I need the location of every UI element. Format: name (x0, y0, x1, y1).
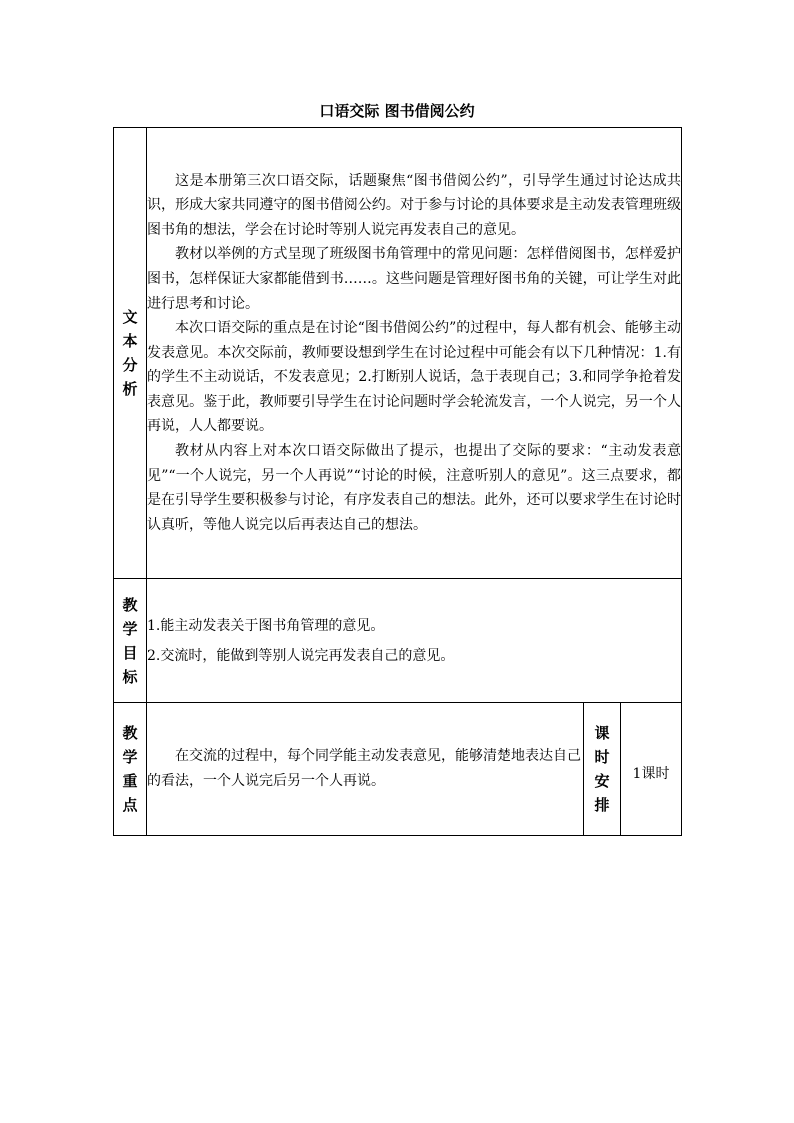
label-char: 学 (122, 748, 138, 766)
label-char: 课 (594, 724, 610, 742)
label-char: 标 (122, 667, 138, 686)
goal-item: 1.能主动发表关于图书角管理的意见。 (147, 617, 385, 634)
teaching-focus-label (114, 703, 147, 836)
label-char: 重 (122, 772, 138, 790)
label-char: 目 (122, 643, 138, 662)
schedule-label (584, 703, 621, 836)
label-char: 析 (122, 380, 138, 398)
text-analysis-row (114, 128, 682, 579)
analysis-paragraph: 这是本册第三次口语交际，话题聚焦“图书借阅公约”，引导学生通过讨论达成共识，形成大家共同遵守的图书借阅公约。对于参与讨论的具体要求是主动发表管理班级图书角的想法，学会在讨论时等别人说完再发表自己的意见。 (147, 172, 682, 238)
teaching-goals-label (114, 579, 147, 703)
label-char: 点 (122, 796, 138, 814)
text-analysis-content (147, 128, 682, 579)
label-char: 本 (122, 332, 138, 350)
teaching-focus-content (147, 703, 584, 836)
analysis-paragraph: 教材从内容上对本次口语交际做出了提示，也提出了交际的要求：“主动发表意见”“一个人说完，另一个人再说”“讨论的时候，注意听别人的意见”。这三点要求，都是在引导学生要积极参与讨论，有序发表自己的想法。此外，还可以要求学生在讨论时认真听，等他人说完以后再表达自己的想法。 (147, 443, 682, 533)
label-char: 学 (122, 619, 138, 638)
label-char: 教 (122, 595, 138, 614)
schedule-value: 1课时 (621, 703, 682, 836)
focus-paragraph: 在交流的过程中，每个同学能主动发表意见，能够清楚地表达自己的看法，一个人说完后另一个人再说。 (147, 748, 581, 789)
label-char: 安 (594, 772, 610, 790)
analysis-paragraph: 教材以举例的方式呈现了班级图书角管理中的常见问题：怎样借阅图书，怎样爱护图书，怎样保证大家都能借到书……。这些问题是管理好图书角的关键，可让学生对此进行思考和讨论。 (147, 246, 682, 312)
teaching-goals-row (114, 579, 682, 703)
teaching-goals-content (147, 579, 682, 703)
page-title: 口语交际 图书借阅公约 (319, 102, 475, 120)
label-char: 教 (122, 724, 138, 742)
text-analysis-label (114, 128, 147, 579)
label-char: 分 (122, 356, 138, 374)
goal-item: 2.交流时，能做到等别人说完再发表自己的意见。 (147, 647, 455, 664)
label-char: 排 (594, 796, 610, 814)
label-char: 时 (594, 748, 610, 766)
teaching-focus-row (114, 703, 682, 836)
analysis-paragraph: 本次口语交际的重点是在讨论“图书借阅公约”的过程中，每人都有机会、能够主动发表意见。本次交际前，教师要设想到学生在讨论过程中可能会有以下几种情况：1.有的学生不主动说话，不发表意见；2.打断别人说话，急于表现自己；3.和同学争抢着发表意见。鉴于此，教师要引导学生在讨论问题时学会轮流发言，一个人说完，另一个人再说，人人都要说。 (147, 320, 682, 435)
label-char: 文 (122, 308, 138, 326)
lesson-plan-table (113, 127, 682, 836)
